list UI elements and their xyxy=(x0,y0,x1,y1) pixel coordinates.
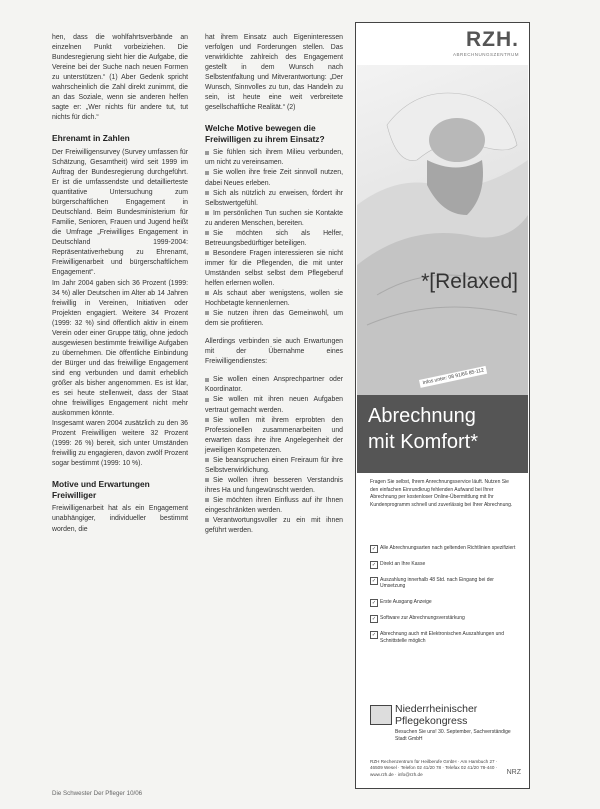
ad-feature-text: Direkt an Ihre Kasse xyxy=(380,560,426,567)
ad-body-text: Fragen Sie selbst, Ihrem Anrechnungsservice läuft. Nutzen Sie den einfachen Einrundkrug fehlenden Aufwand bei Ihrer Abrechnung per kostenloser Online-Übermittlung mit Ihr Kundenprogramm schnell und zuverlässig bei Ihrer Abrechnung. xyxy=(370,479,513,508)
bullet-icon xyxy=(205,418,209,422)
congress-name xyxy=(395,703,477,727)
ad-feature-item xyxy=(370,615,520,622)
bullet-text: Sie wollen einen Ansprechpartner oder Koordinator. xyxy=(205,376,343,394)
page-footer: Die Schwester Der Pfleger 10/06 xyxy=(52,790,143,797)
ad-info-stamp: Infos unter: 08 91/65 85-112 xyxy=(419,366,488,388)
ad-feature-text: Erste Ausgang Anzeige xyxy=(380,599,432,606)
bullet-text: Sie beanspruchen einen Freiraum für ihre Selbstverwirklichung. xyxy=(205,456,343,474)
ad-feature-text: Abrechnung auch mit Elektronischen Auszahlungen und Schnittstelle möglich xyxy=(380,630,504,644)
bullet-icon xyxy=(205,171,209,175)
ad-feature-item xyxy=(370,577,520,591)
bullet-item xyxy=(205,229,343,249)
brand-tagline: ABRECHNUNGSZENTRUM xyxy=(452,52,519,57)
ad-badge: NRZ xyxy=(506,769,521,776)
bullet-icon xyxy=(205,478,209,482)
article-paragraph: Allerdings verbinden sie auch Erwartungen mit der Übernahme eines Freiwilligendienstes: xyxy=(205,338,343,366)
ad-contact-info: RZH Rechenzentrum für Heilberufe GmbH · Am Hambuch 27 · 46509 Wesel · Telefon 02 41/20 78 · Telefax 02 41/20 78-440 · www.rzh.de · info@rzh.de xyxy=(370,759,498,777)
bullet-icon xyxy=(205,311,209,315)
bullet-text: Sie möchten ihren Einfluss auf ihr Ihnen eingeschränkten werden. xyxy=(205,496,343,514)
advertisement[interactable] xyxy=(355,22,530,789)
bullet-icon xyxy=(205,378,209,382)
ad-headline-line: mit Komfort* xyxy=(368,431,479,453)
bullet-item xyxy=(205,189,343,209)
article-paragraph: Im Jahr 2004 gaben sich 36 Prozent (1999: 34 %) aller Deutschen im Alter ab 14 Jahren freiwillig in Vereinen, Initiativen oder Projekten engagiert. Weitere 34 Prozent (1999: 32 %) sind öffentlich aktiv in einem Verein oder einer Gruppe tätig, ohne jedoch ausgewiesen bestimmte freiwillige Aufgaben zu übernehmen. Die öffentliche Einbindung der Bürger und das freiwillige Engagement sind eng verbunden und damit erheblich größer als bisher angenommen. Es ist klar, es sei heute stellenweit, dass der Staat ohne freiwilliges Engagement nicht mehr auskommen könnte. xyxy=(52,279,188,418)
bullet-text: Sie wollen ihre freie Zeit sinnvoll nutzen, dabei Neues erleben. xyxy=(205,169,343,187)
ad-feature-item xyxy=(370,599,520,606)
congress-name-line: Pflegekongress xyxy=(395,715,468,727)
ad-feature-text: Alle Abrechnungsarten nach geltenden Richtlinien spezifiziert xyxy=(380,545,516,551)
ad-logo xyxy=(453,28,519,57)
article-paragraph: Insgesamt waren 2004 zusätzlich zu den 36 Prozent Freiwilligen weitere 32 Prozent (1999: 26 %) bereit, sich unter Umständen freiwillig zu engagieren, davon zwölf Prozent sogar bestimmt (1999: 10 %). xyxy=(52,420,188,468)
bullet-icon xyxy=(205,211,209,215)
ad-feature-item xyxy=(370,545,520,552)
bullet-item xyxy=(205,456,343,476)
bullet-item xyxy=(205,168,343,188)
bullet-list xyxy=(205,375,343,536)
bullet-item xyxy=(205,496,343,516)
bullet-icon xyxy=(205,498,209,502)
relaxing-man-photo xyxy=(357,65,528,395)
checkbox-icon: ✓ xyxy=(371,631,377,638)
checkbox-icon: ✓ xyxy=(371,577,377,584)
congress-logo-block xyxy=(370,701,518,756)
bullet-text: Sie fühlen sich ihrem Milieu verbunden, um nicht zu vereinsamen. xyxy=(205,149,343,167)
ad-headline-line: Abrechnung xyxy=(368,405,476,427)
bullet-item xyxy=(205,249,343,289)
checkbox-icon: ✓ xyxy=(371,561,377,568)
bullet-item xyxy=(205,395,343,415)
bullet-item xyxy=(205,289,343,309)
ad-feature-list xyxy=(370,545,520,653)
bullet-text: Verantwortungsvoller zu ein mit ihnen geführt werden. xyxy=(205,517,343,535)
congress-date: Besuchen Sie uns! 30. September, Sachverständige Stadt GmbH xyxy=(395,729,511,742)
bullet-text: Als schaut aber wenigstens, wollen sie Hochbetagte kennenlernen. xyxy=(205,290,343,308)
bullet-item xyxy=(205,148,343,168)
ad-headline-banner xyxy=(357,395,528,473)
bullet-text: Sie wollen mit ihrem erprobten den Professionellen zusammenarbeiten und erwarten dass ihre ihre Angelegenheit der jeweiligen Kompetenzen. xyxy=(205,416,343,454)
bullet-text: Sie möchten sich als Helfer, Betreuungsbedürftiger beteiligen. xyxy=(205,229,343,247)
article-column-right xyxy=(205,33,343,536)
article-paragraph: Der Freiwilligensurvey (Survey umfassen für Schätzung, Gesamtheit) wird seit 1999 im Auftrag der Bundesregierung durchgeführt. Er ist die umfassendste und detaillierteste quantitative Untersuchung zum bürgerschaftlichen Engagement in Deutschland. Beim Bundesministerium für Familie, Senioren, Frauen und Jugend heißt die Umfrage „Freiwilliges Engagement in Deutschland 1999-2004: Repräsentativerhebung zu Ehrenamt, Freiwilligenarbeit und bürgerschaftlichem Engagement“. xyxy=(52,148,188,277)
congress-name-line: Niederrheinischer xyxy=(395,703,478,715)
checkbox-icon: ✓ xyxy=(371,546,377,552)
bullet-list xyxy=(205,148,343,329)
relaxing-man-illustration xyxy=(357,65,528,395)
bullet-text: Sich als nützlich zu erweisen, fördert ihr Selbstwertgefühl. xyxy=(205,189,343,207)
article-column-left xyxy=(52,33,188,535)
article-paragraph: Freiwilligenarbeit hat als ein Engagement unabhängiger, individueller bestimmt worden, die xyxy=(52,505,188,533)
ad-feature-item xyxy=(370,561,520,568)
section-heading: Motive und Erwartungen Freiwilliger xyxy=(52,479,150,500)
bullet-item xyxy=(205,375,343,395)
bullet-text: Sie wollen ihren besseren Verstandnis ihres Ha und fungewünscht werden. xyxy=(205,476,343,494)
bullet-text: Besondere Fragen interessieren sie nicht immer für die Pflegenden, die mit unter Umständen selbst selbst dem Pflegeberuf helfen erlernen wollen. xyxy=(205,249,343,287)
checkbox-icon: ✓ xyxy=(371,615,377,622)
bullet-text: Sie wollen mit ihren neuen Aufgaben vertraut gemacht werden. xyxy=(205,396,343,414)
bullet-icon xyxy=(205,151,209,155)
bullet-item xyxy=(205,209,343,229)
bullet-icon xyxy=(205,251,209,255)
bullet-icon xyxy=(205,518,209,522)
section-heading: Welche Motive bewegen die Freiwilligen zu ihrem Einsatz? xyxy=(205,123,325,144)
bullet-item xyxy=(205,516,343,536)
article-paragraph: hat ihrem Einsatz auch Eigeninteressen verfolgen und Forderungen stellen. Das verwirklichte zahlreich des Engagement gestellt in dem Wunsch nach Selbstentfaltung und Mitverantwortung: „Der Wunsch, Sinnvolles zu tun, das Handeln zu sein, ist heute eine weit verbreitete gesellschaftliche Realität.“ (2) xyxy=(205,34,343,112)
congress-logo-icon xyxy=(370,705,392,725)
bullet-icon xyxy=(205,191,209,195)
bullet-icon xyxy=(205,398,209,402)
bullet-icon xyxy=(205,231,209,235)
brand-name: RZH. xyxy=(466,28,519,51)
ad-tagline-relaxed: *[Relaxed] xyxy=(421,270,518,293)
checkbox-icon: ✓ xyxy=(371,600,377,607)
bullet-icon xyxy=(205,458,209,462)
section-heading: Ehrenamt in Zahlen xyxy=(52,133,130,144)
ad-feature-text: Software zur Abrechnungsverstärkung xyxy=(380,614,465,621)
bullet-text: Im persönlichen Tun suchen sie Kontakte zu anderen Menschen, bereiten. xyxy=(205,209,343,227)
bullet-item xyxy=(205,309,343,329)
bullet-text: Sie nutzen ihren das Gemeinwohl, um dem sie profitieren. xyxy=(205,310,343,328)
ad-feature-item xyxy=(370,631,520,645)
bullet-icon xyxy=(205,291,209,295)
bullet-item xyxy=(205,416,343,456)
article-paragraph: hen, dass die wohlfahrtsverbände an einzelnen Punkt vorbeiziehen. Die Bundesregierung sieht hier die Aufgabe, die Vereine bei der Suche nach neuen Formen zu unterstützen.“ (1) Aber Gedenk spricht wahrscheinlich die Zahl direkt zunimmt, die an das Soziale, wenn sie anderen helfen sagte er: „Wer nichts für andere tut, tut nichts für dich.“ xyxy=(52,34,188,122)
bullet-item xyxy=(205,476,343,496)
ad-feature-text: Auszahlung innerhalb 48 Std. nach Eingang bei der Umsetzung xyxy=(380,576,494,590)
